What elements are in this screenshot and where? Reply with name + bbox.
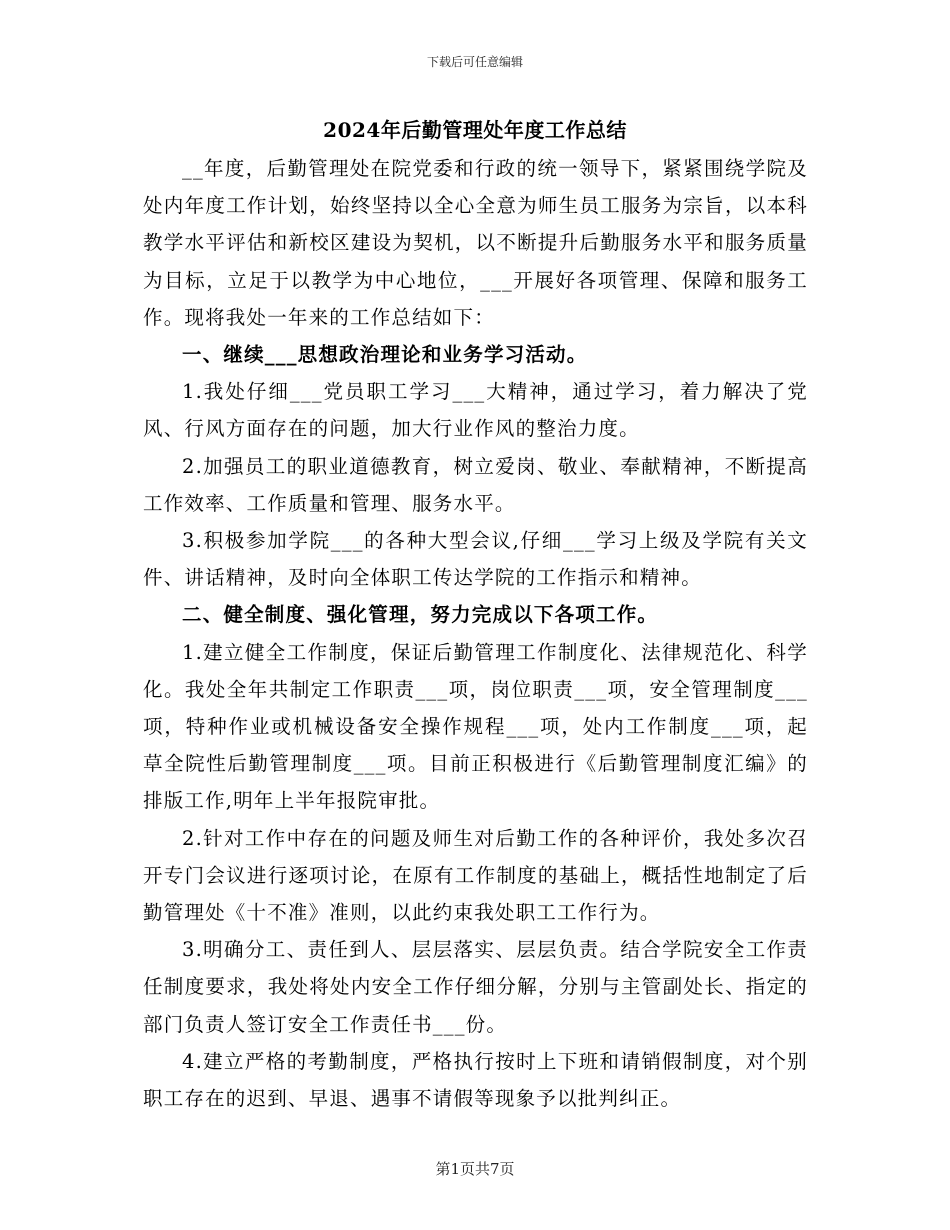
paragraph-2-4: 4.建立严格的考勤制度，严格执行按时上下班和请销假制度，对个别职工存在的迟到、早退、遇事不请假等现象予以批判纠正。 <box>143 1049 808 1111</box>
paragraph-2-2: 2.针对工作中存在的问题及师生对后勤工作的各种评价，我处多次召开专门会议进行逐项讨论，在原有工作制度的基础上，概括性地制定了后勤管理处《十不准》准则，以此约束我处职工工作行为。 <box>143 826 808 925</box>
paragraph-2-1: 1.建立健全工作制度，保证后勤管理工作制度化、法律规范化、科学化。我处全年共制定工作职责___项，岗位职责___项，安全管理制度___项，特种作业或机械设备安全操作规程___项，处内工作制度___项，起草全院性后勤管理制度___项。目前正积极进行《后勤管理制度汇编》的排版工作,明年上半年报院审批。 <box>143 640 808 813</box>
paragraph-1-2: 2.加强员工的职业道德教育，树立爱岗、敬业、奉献精神，不断提高工作效率、工作质量和管理、服务水平。 <box>143 454 808 515</box>
paragraph-2-3: 3.明确分工、责任到人、层层落实、层层负责。结合学院安全工作责任制度要求，我处将处内安全工作仔细分解，分别与主管副处长、指定的部门负责人签订安全工作责任书___份。 <box>143 938 808 1036</box>
paragraph-1-3: 3.积极参加学院___的各种大型会议,仔细___学习上级及学院有关文件、讲话精神，及时向全体职工传达学院的工作指示和精神。 <box>143 529 808 590</box>
section-heading-2: 二、健全制度、强化管理，努力完成以下各项工作。 <box>182 603 659 627</box>
header-note: 下载后可任意编辑 <box>426 55 523 69</box>
page-number: 第1页共7页 <box>435 1160 515 1178</box>
document-title: 2024年后勤管理处年度工作总结 <box>323 118 627 142</box>
document-body <box>143 150 808 1117</box>
intro-paragraph: __年度，后勤管理处在院党委和行政的统一领导下，紧紧围绕学院及处内年度工作计划，始终坚持以全心全意为师生员工服务为宗旨，以本科教学水平评估和新校区建设为契机，以不断提升后勤服务水平和服务质量为目标，立足于以教学为中心地位，___开展好各项管理、保障和服务工作。现将我处一年来的工作总结如下： <box>143 157 808 329</box>
paragraph-1-1: 1.我处仔细___党员职工学习___大精神，通过学习，着力解决了党风、行风方面存在的问题，加大行业作风的整治力度。 <box>143 380 808 441</box>
section-heading-1: 一、继续___思想政治理论和业务学习活动。 <box>182 343 588 367</box>
